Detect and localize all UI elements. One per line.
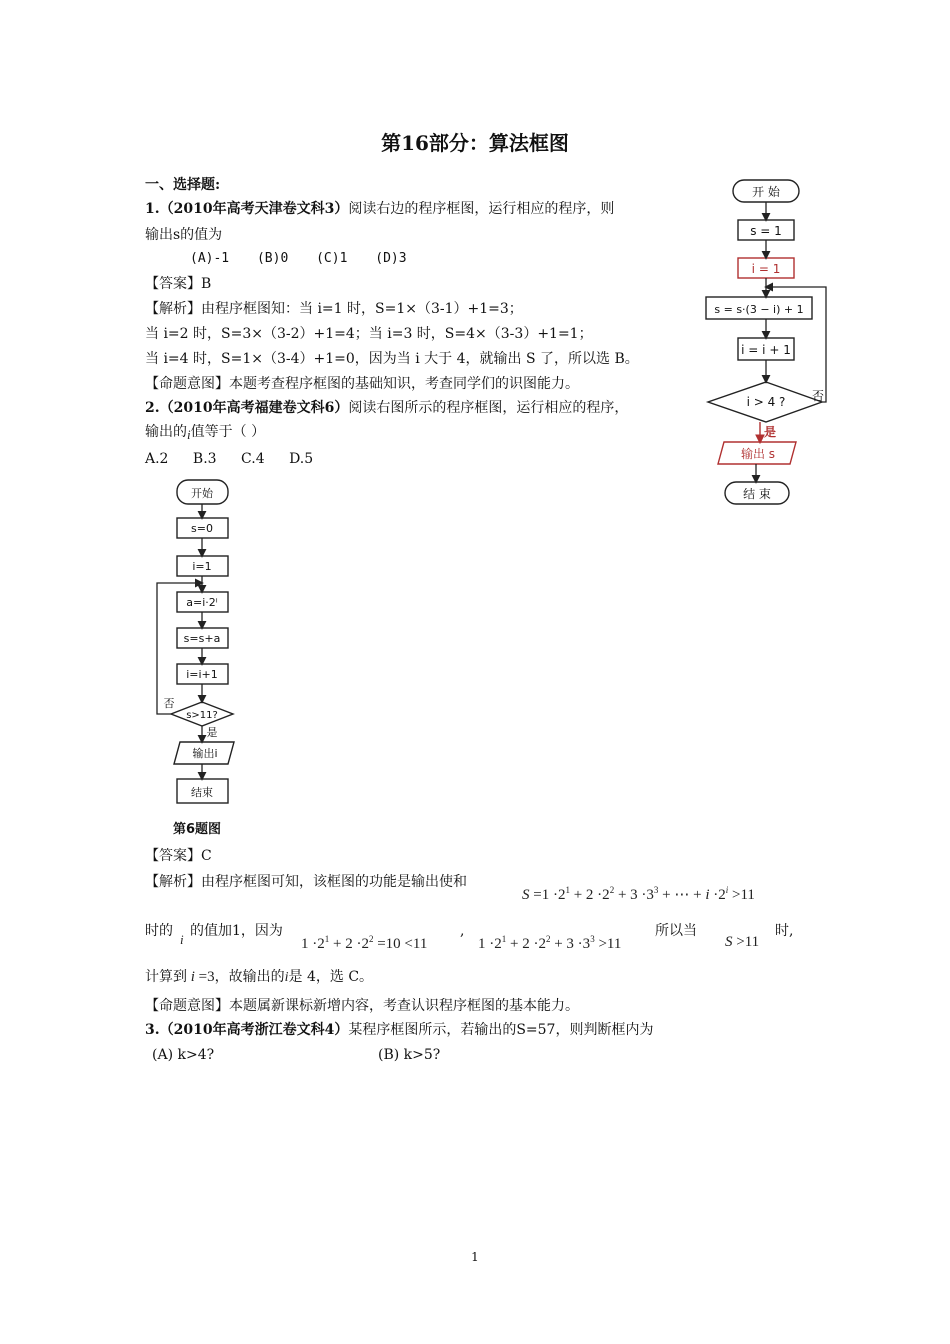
q2-stem-text: 阅读右图所示的程序框图，运行相应的程序， xyxy=(348,400,629,416)
q2-comma: , xyxy=(460,923,465,939)
q3-stem-text: 某程序框图所示，若输出的S=57，则判断框内为 xyxy=(348,1022,654,1038)
q2-analysis-b2: 的值加1，因为 xyxy=(190,923,283,939)
q2-stem xyxy=(145,398,628,418)
fc1-no-label: 否 xyxy=(811,389,825,403)
q1-analysis-2: 当 i=2 时，S=3×（3-2）+1=4；当 i=3 时，S=4×（3-3）+1=1； xyxy=(145,326,593,342)
q2-source: 2.（2010年高考福建卷文科6） xyxy=(145,400,349,416)
q3-option-a: (A) k>4? xyxy=(152,1047,215,1063)
q2-option-d: D.5 xyxy=(289,451,314,467)
q2-formula-3: S >11 xyxy=(725,934,760,950)
fc2-no-label: 否 xyxy=(163,697,175,710)
fc1-output-label: 输出 s xyxy=(740,447,776,461)
fc2-s-init-label: s=0 xyxy=(191,522,213,535)
q1-option-b: (B)0 xyxy=(256,251,289,266)
fc2-i-init-label: i=1 xyxy=(192,560,212,573)
q2-analysis-b1: 时的 xyxy=(145,923,173,939)
fc2-i-update-label: i=i+1 xyxy=(186,668,218,681)
q2-formula-sum: $S =1 \cdot 2^1 + 2 \cdot 2^2 + 3 \cdot 3^3$ + ⋯ + $i \cdot 2^i >11$ xyxy=(522,885,755,903)
fc1-s-update-label: s = s·(3 − i) + 1 xyxy=(714,303,804,316)
q2-analysis-c3: 是 4，选 C。 xyxy=(288,969,374,985)
fc2-s-update-label: s=s+a xyxy=(183,632,221,645)
fc2-cond-label: s>11? xyxy=(186,710,218,721)
page-title: 第16部分：算法框图 xyxy=(381,131,569,155)
q2-analysis-b3: 所以当 xyxy=(655,923,697,939)
q1-stem-cont: 输出s的值为 xyxy=(145,227,223,243)
q2-option-b: B.3 xyxy=(192,451,217,467)
fc1-start-label: 开 始 xyxy=(752,185,780,199)
fc1-i-init-label: i = 1 xyxy=(751,262,781,276)
fc1-cond-label: i > 4 ? xyxy=(746,395,786,409)
fc1-end-label: 结 束 xyxy=(743,487,771,501)
q2-analysis-c1: 计算到 xyxy=(145,969,187,985)
q2-option-c: C.4 xyxy=(241,451,265,467)
q2-stem-prefix: 输出的 xyxy=(145,424,187,440)
q2-options xyxy=(145,449,333,469)
q1-analysis-1: 【解析】由程序框图知：当 i=1 时，S=1×（3-1）+1=3； xyxy=(145,301,523,317)
fc2-start-label: 开始 xyxy=(191,487,213,500)
q2-formula-1: $1 \cdot 2^1 + 2 \cdot 2^2 =10 <11$ xyxy=(301,934,428,952)
fc2-a-calc-label: a=i·2ⁱ xyxy=(186,596,218,609)
section-heading: 一、选择题: xyxy=(145,177,221,193)
q2-analysis-c2: ，故输出的 xyxy=(214,969,285,985)
fc1-i-update-label: i = i + 1 xyxy=(741,343,791,357)
flowchart-2 xyxy=(150,472,260,837)
q2-figure-caption: 第6题图 xyxy=(173,822,222,837)
q1-option-c: (C)1 xyxy=(316,251,348,266)
q1-stem xyxy=(145,199,614,219)
q2-formula-i3: i =3 xyxy=(187,969,215,985)
q2-analysis-var-i2: i xyxy=(284,970,289,985)
q2-stem-var: i xyxy=(187,427,191,442)
fc2-yes-label: 是 xyxy=(206,726,218,739)
q1-source: 1.（2010年高考天津卷文科3） xyxy=(145,201,349,217)
q1-analysis-3: 当 i=4 时，S=1×（3-4）+1=0，因为当 i 大于 4，就输出 S 了，所以选 B。 xyxy=(145,351,639,367)
q2-option-a: A.2 xyxy=(145,451,169,467)
q2-stem-cont xyxy=(145,422,265,445)
q2-analysis-b4: 时, xyxy=(775,923,794,939)
q2-formula-2: $1 \cdot 2^1 + 2 \cdot 2^2 + 3 \cdot 3^3 >11$ xyxy=(478,934,622,952)
q1-option-d: (D)3 xyxy=(375,251,407,266)
q2-analysis-c xyxy=(145,967,373,988)
q2-intent: 【命题意图】本题属新课标新增内容，考查认识程序框图的基本能力。 xyxy=(145,998,579,1014)
q1-options xyxy=(190,249,427,269)
fc2-output-label: 输出i xyxy=(192,747,218,760)
flowchart-1 xyxy=(700,172,830,512)
q3-stem xyxy=(145,1020,653,1040)
page-number: 1 xyxy=(471,1250,479,1264)
q2-analysis-var-i: i xyxy=(180,932,184,947)
fc1-s-init-label: s = 1 xyxy=(750,224,782,238)
q1-option-a: (A)-1 xyxy=(190,251,230,266)
q2-stem-suffix: 值等于（ ） xyxy=(190,424,266,440)
fc1-yes-label: 是 xyxy=(763,425,777,439)
fc2-end-label: 结束 xyxy=(191,786,213,799)
q1-answer: 【答案】B xyxy=(145,276,212,292)
q2-analysis-a: 【解析】由程序框图可知，该框图的功能是输出使和 xyxy=(145,874,467,890)
q3-option-b: (B) k>5? xyxy=(378,1047,441,1063)
q2-answer: 【答案】C xyxy=(145,848,212,864)
q1-stem-text: 阅读右边的程序框图，运行相应的程序，则 xyxy=(348,201,615,217)
q3-source: 3.（2010年高考浙江卷文科4） xyxy=(145,1022,349,1038)
q1-intent: 【命题意图】本题考查程序框图的基础知识，考查同学们的识图能力。 xyxy=(145,376,579,392)
